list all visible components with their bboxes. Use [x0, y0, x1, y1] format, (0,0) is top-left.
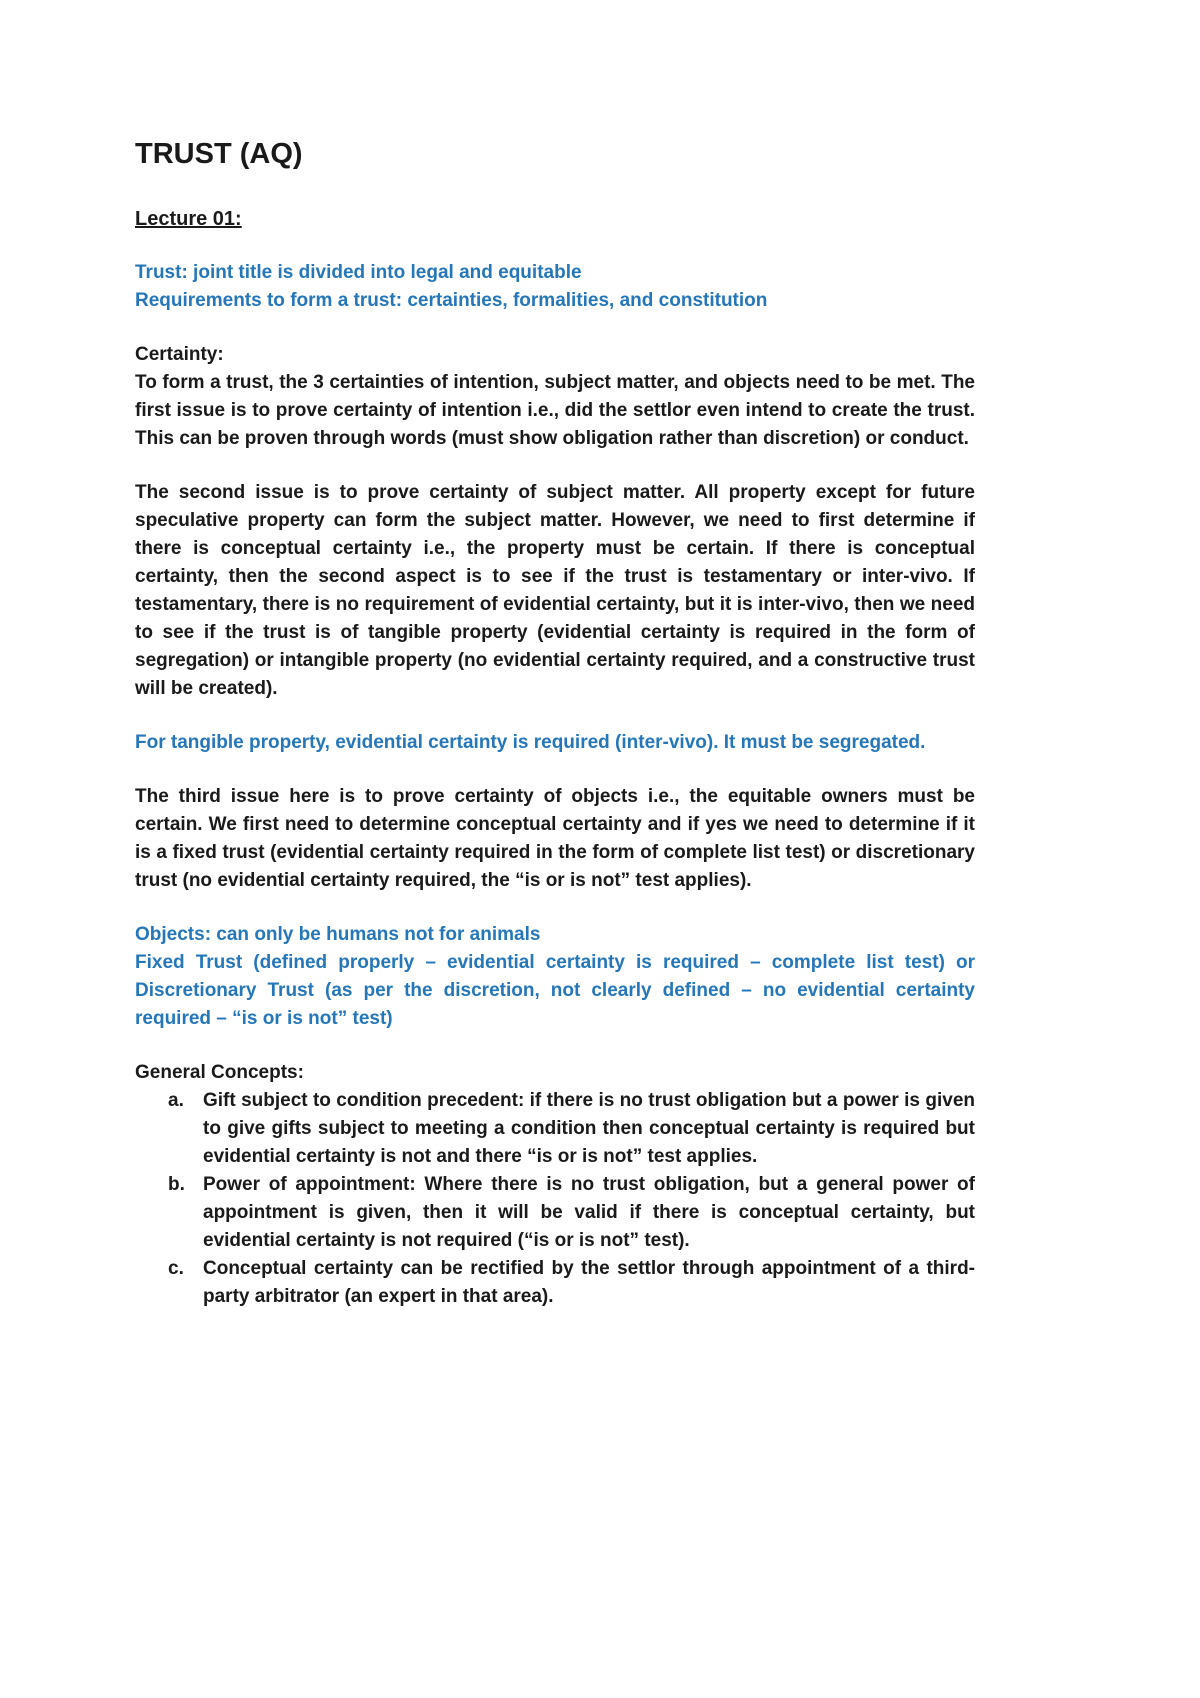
list-item-marker: c. — [168, 1258, 184, 1279]
certainty-heading: Certainty: — [135, 344, 224, 365]
certainty-paragraph-objects: The third issue here is to prove certainty of objects i.e., the equitable owners must be certain. We first need to determine conceptual certainty and if yes we need to determine if it is a fixed trust (evidential certainty required in the form of complete list test) or discretionary trust (no evidential certainty required, the “is or is not” test applies). — [135, 786, 975, 891]
certainty-paragraph-intention: To form a trust, the 3 certainties of intention, subject matter, and objects need to be met. The first issue is to prove certainty of intention i.e., did the settlor even intend to create the trust. This can be proven through words (must show obligation rather than discretion) or conduct. — [135, 372, 975, 449]
tangible-property-note: For tangible property, evidential certainty is required (inter-vivo). It must be segregated. — [135, 732, 926, 753]
fixed-discretionary-trust-note: Fixed Trust (defined properly – evidential certainty is required – complete list test) or Discretionary Trust (as per the discretion, not clearly defined – no evidential certainty required – “is or is not” test) — [135, 952, 975, 1029]
intro-line-requirements: Requirements to form a trust: certainties, formalities, and constitution — [135, 290, 768, 311]
certainty-paragraph-subject-matter: The second issue is to prove certainty of subject matter. All property except for future speculative property can form the subject matter. However, we need to first determine if there is conceptual certainty i.e., the property must be certain. If there is conceptual certainty, then the second aspect is to see if the trust is testamentary or inter-vivo. If testamentary, there is no requirement of evidential certainty, but it is inter-vivo, then we need to see if the trust is of tangible property (evidential certainty is required in the form of segregation) or intangible property (no evidential certainty required, and a constructive trust will be created). — [135, 482, 975, 699]
lecture-heading: Lecture 01: — [135, 208, 242, 230]
objects-note-line: Objects: can only be humans not for animals — [135, 924, 541, 945]
list-item-marker: b. — [168, 1174, 185, 1195]
list-item-text: Conceptual certainty can be rectified by the settlor through appointment of a third-party arbitrator (an expert in that area). — [203, 1258, 975, 1307]
list-item — [135, 1087, 975, 1171]
general-concepts-list — [135, 1087, 975, 1311]
general-concepts-heading: General Concepts: — [135, 1062, 304, 1083]
list-item-text: Gift subject to condition precedent: if there is no trust obligation but a power is given to give gifts subject to meeting a condition then conceptual certainty is required but evidential certainty is not and there “is or is not” test applies. — [203, 1090, 975, 1167]
list-item-marker: a. — [168, 1090, 184, 1111]
list-item — [135, 1255, 975, 1311]
intro-line-trust: Trust: joint title is divided into legal and equitable — [135, 262, 582, 283]
list-item-text: Power of appointment: Where there is no trust obligation, but a general power of appointment is given, then it will be valid if there is conceptual certainty, but evidential certainty is not required (“is or is not” test). — [203, 1174, 975, 1251]
list-item — [135, 1171, 975, 1255]
page-title: TRUST (AQ) — [135, 138, 303, 170]
